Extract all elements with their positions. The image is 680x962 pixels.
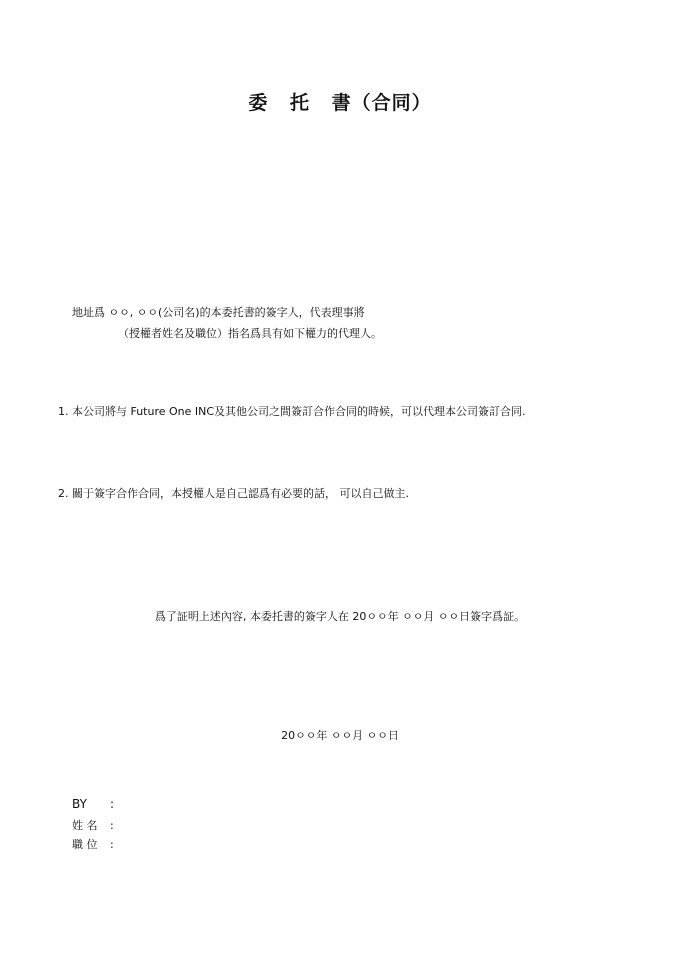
signature-name-line	[72, 819, 114, 833]
signature-by-label: BY	[72, 797, 87, 811]
intro-paragraph-line-2: （授權者姓名及職位）指名爲具有如下權力的代理人。	[118, 327, 382, 340]
intro-paragraph-line-1: 地址爲 ㅇㅇ, ㅇㅇ(公司名)的本委托書的簽字人，代表理事將	[72, 306, 365, 319]
document-title	[0, 88, 680, 115]
signature-by-line	[72, 797, 114, 811]
signature-name-label: 姓 名	[72, 819, 98, 832]
title-char-1: 委	[248, 92, 269, 114]
signing-date: 20ㅇㅇ年 ㅇㅇ月 ㅇㅇ日	[281, 729, 399, 742]
signature-name-colon: :	[110, 819, 114, 832]
signature-by-colon: :	[110, 797, 115, 811]
certification-statement: 爲了証明上述內容, 本委托書的簽字人在 20ㅇㅇ年 ㅇㅇ月 ㅇㅇ日簽字爲証。	[154, 610, 526, 623]
title-char-2: 托	[289, 92, 310, 114]
title-char-3: 書（合同）	[331, 92, 432, 114]
clause-2: 2. 關于簽字合作合同，本授權人是自己認爲有必要的話， 可以自己做主.	[58, 487, 409, 500]
signature-position-line	[72, 838, 114, 852]
signature-position-colon: :	[110, 838, 114, 851]
clause-1: 1. 本公司將与 Future One INC及其他公司之間簽訂合作合同的時候，可以代理本公司簽訂合同.	[58, 405, 526, 418]
signature-position-label: 職 位	[72, 838, 98, 851]
